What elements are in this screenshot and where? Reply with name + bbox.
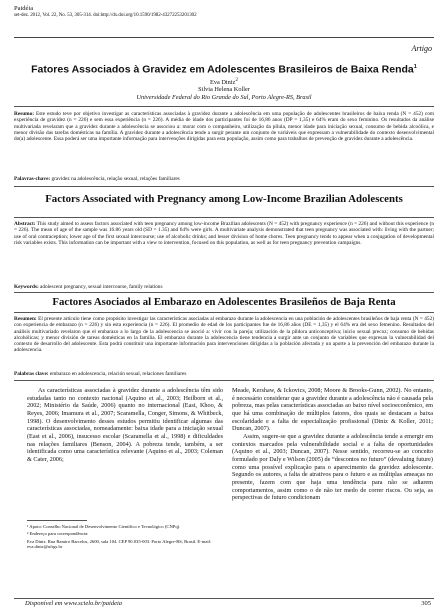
author-1 — [14, 77, 434, 86]
footer-site[interactable]: Disponível em www.scielo.br/paideia — [25, 600, 123, 607]
keywords-portuguese — [14, 176, 434, 182]
author-1-footnote-mark[interactable]: 2 — [235, 77, 238, 83]
footnote-divider — [27, 520, 87, 521]
abstract-pt-label: Resumo: — [14, 111, 35, 117]
body-paragraph: Meade, Kershaw, & Ickovics, 2008; Moore & Brooks-Gunn, 2002). No entanto, é necessário considerar que a gravidez durante a adolescência não é causada pela pobreza, mas pelas características associadas ao baixo nível socioeconômico, em que há uma combinação de múltiplos fatores, dos quais se destacam a baixa escolaridade e a falta de especialização profissional (Diniz & Koller, 2011; Duncan, 2007). — [232, 387, 433, 433]
keywords-es-text: embarazo en adolescencia, relación sexual, relaciones familiares — [49, 371, 187, 377]
author-block — [14, 77, 434, 101]
author-institution: Universidade Federal do Rio Grande do Sul, Porto Alegre-RS, Brasil — [136, 93, 312, 101]
journal-header — [14, 5, 434, 19]
keywords-en-label: Keywords: — [14, 284, 39, 290]
keywords-spanish — [14, 371, 434, 377]
keywords-en-text: adolescent pregnancy, sexual intercourse, family relations — [40, 284, 163, 290]
footnote-2: ² Endereço para correspondência: — [27, 531, 89, 537]
abstract-pt-text: Este estudo teve por objetivo investigar as características associadas à gravidez durante a adolescência em uma população de adolescentes brasileiros de baixa renda (N = 452) com experiência de gravidez (n = 226) e sem essa experiência (n = 226). A média de idade dos participantes foi de 16,86 anos (DP = 1,35) e 64% eram do sexo feminino. Os resultados da análise multivariada revelaram que a gravidez durante a adolescência se associou a: morar com o companheiro, utilização da pílula, menor idade para iniciação sexual, consumo de bebida alcoólica, e menor divisão das tarefas domésticas na família. A gravidez durante a adolescência tende a surgir perante um conjunto de variáveis que expressam a vulnerabilidade do contexto desenvolvimental do(a) adolescente. Essa poderá ser uma importante informação para intervenções dirigidas para esta população, assim como para trabalhos de prevenção de gravidez durante a adolescência. — [14, 111, 434, 143]
abstract-en-label: Abstract: — [14, 221, 36, 227]
footnote-1: ¹ Apoio: Conselho Nacional de Desenvolvimento Científico e Tecnológico (CNPq). — [27, 524, 181, 529]
body-column-left — [27, 387, 223, 464]
page-number: 305 — [421, 600, 431, 607]
title-english: Factors Associated with Pregnancy among Low-Income Brazilian Adolescents — [45, 193, 403, 205]
abstract-es-top-rule — [14, 312, 434, 313]
title-footnote-mark[interactable]: 1 — [413, 64, 417, 70]
journal-name: Paidéia — [14, 5, 34, 12]
body-paragraph: As características associadas à gravidez durante a adolescência têm sido estudadas tanto no contexto nacional (Aquino et al., 2003; Heilborn et al., 2002; Ministério da Saúde, 2006) quanto no internacional (East, Khoo, & Reyes, 2006; Imamura et al., 2007; Scaramella, Conger, Simons, & Whitbeck, 1998). O desenvolvimento desses estudos permitiu identificar algumas das características associadas, nomeadamente: baixa idade para a iniciação sexual (East et al., 2006), insucesso escolar (Scaramella et al., 1998) e dificuldades nas relações familiares (Benson, 2004). A pobreza tende, também, a ser identificada como uma característica relevante (Aquino et al., 2003; Coleman & Cater, 2006; — [27, 387, 223, 463]
section-label: Artigo — [411, 44, 432, 53]
body-column-right — [232, 387, 433, 502]
keywords-es-rule — [14, 380, 434, 381]
abstract-english — [14, 221, 434, 246]
keywords-pt-label: Palavras-chave: — [14, 176, 51, 182]
abstract-portuguese — [14, 111, 434, 142]
author-1-name: Eva Diniz — [210, 79, 236, 87]
abstract-en-text: This study aimed to assess factors associated with teen pregnancy among low-income Brazilian adolescents (N = 452) with pregnancy experience (n = 226) and without this experience (n = 226). The mean of age of the sample was 16.86 years old (SD = 1.35) and 64% were girls. A multivariate analysis demonstrated that teen pregnancy was associated with: living with the partner; use of oral contraception; lower age of the first sexual intercourse; use of alcoholic drinks; and lesser division of home chores. Teen pregnancy tends to appear when a conjugation of developmental risk variables exists. This information can be important with a view to intervention, focused on this population, as well as for teen pregnancy prevention campaigns. — [14, 221, 435, 246]
footer-divider — [14, 598, 434, 599]
body-paragraph: Assim, sugere-se que a gravidez durante a adolescência tende a emergir em contextos marcados pela vulnerabilidade social e a falta de oportunidades (Aquino et al., 2003; Duncan, 2007). Nesse sentido, recorreu-se ao conceito formulado por Daly e Wilson (2005) de “descontos no futuro” (devaluing future) como uma possível explicação para o aparecimento da gravidez adolescente. Segundo os autores, a falta de atrativos para o futuro e as múltiplas ameaças no presente, fazem com que haja uma tendência para não se adiarem comportamentos, assim como o de não ter medo de correr riscos. Ou seja, as perspectivas de futuro condicionam — [232, 432, 433, 502]
keywords-es-label: Palabras clave: — [14, 371, 49, 377]
keywords-pt-rule — [14, 186, 434, 187]
title-spanish: Factores Asociados al Embarazo en Adolescentes Brasileños de Baja Renta — [52, 296, 396, 308]
abstract-es-text: El presente artículo tiene como propósito investigar las características asociadas al embarazo durante la adolescencia en una población de adolescentes brasileños de baja renta (N = 452) con experiencia de embarazo (n = 226) y sin esta experiencia (n = 226). El promedio de edad de los participantes fue de 16,86 años (DE = 1,35) y el 64% era del sexo femenino. Resultados del análisis multivariado revelaron que el embarazo a lo largo de la adolescencia se asoció a: vivir con la pareja; utilización de la píldora anticonceptiva; inicio sexual precoz; consumo de bebidas alcohólicas; y menor división de tareas domésticas en la familia. El embarazo durante la adolescencia tiene tendencia a surgir ante un conjunto de variables que expresan la vulnerabilidad del contexto de desarrollo del adolescente. Esta podrá constituir una importante información para intervenciones dirigidas a la población afectada y un aporte a la prevención del embarazo durante la adolescencia. — [14, 316, 434, 354]
keywords-pt-text: gravidez na adolescência, relação sexual, relações familiares — [51, 176, 180, 182]
keywords-en-rule — [14, 292, 434, 293]
keywords-english — [14, 284, 434, 290]
abstract-es-label: Resumen: — [14, 316, 37, 322]
author-2: Silvia Helena Koller — [198, 86, 250, 94]
title-portuguese — [14, 61, 434, 76]
header-divider — [14, 37, 434, 38]
footnote-2-address: Eva Diniz. Rua Ramiro Barcelos, 2600, sala 104. CEP 90.035-003. Porto Alegre-RS, Brasil. E-mail: eva.diniz@ufrgs.br — [27, 538, 212, 550]
journal-reference: set-dez. 2012, Vol. 22, No. 53, 305-314. doi:http://dx.doi.org/10.1590/1982-43272253201302 — [14, 13, 197, 18]
abstract-en-top-rule — [14, 217, 434, 218]
footnotes — [27, 524, 223, 550]
title-portuguese-text: Fatores Associados à Gravidez em Adolescentes Brasileiros de Baixa Renda — [31, 63, 414, 76]
abstract-pt-top-rule — [14, 106, 434, 107]
abstract-spanish — [14, 316, 434, 354]
